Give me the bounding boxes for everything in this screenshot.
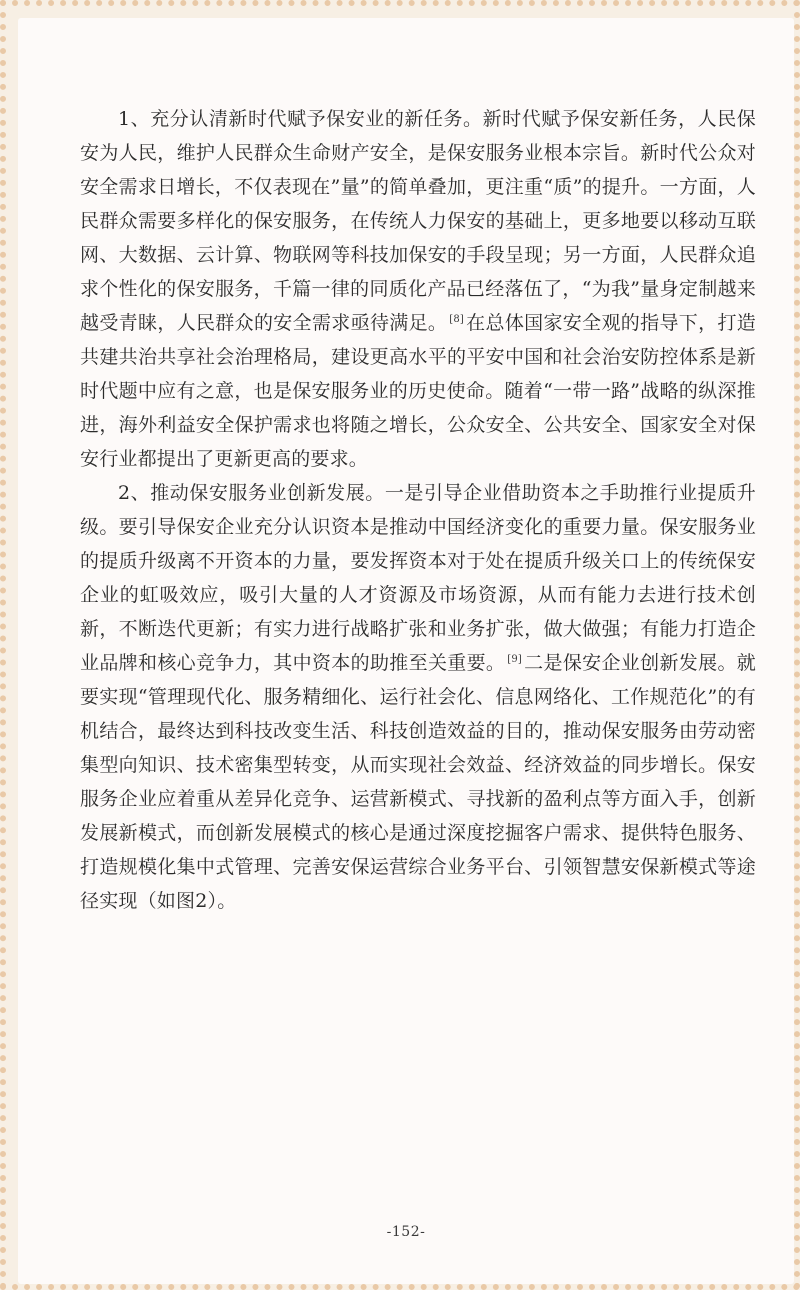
paragraph-1-text-a: 1、充分认清新时代赋予保安业的新任务。新时代赋予保安新任务，人民保安为人民，维护人民群众生命财产安全，是保安服务业根本宗旨。新时代公众对安全需求日增长，不仅表现在”量”的简单叠加，更注重“质”的提升。一方面，人民群众需要多样化的保安服务，在传统人力保安的基础上，更多地要以移动互联网、大数据、云计算、物联网等科技加保安的手段呈现；另一方面，人民群众追求个性化的保安服务，千篇一律的同质化产品已经落伍了，“为我”量身定制越来越受青睐，人民群众的安全需求亟待满足。 [80, 108, 756, 334]
paragraph-2-text-a: 2、推动保安服务业创新发展。一是引导企业借助资本之手助推行业提质升级。要引导保安企业充分认识资本是推动中国经济变化的重要力量。保安服务业的提质升级离不开资本的力量，要发挥资本对于处在提质升级关口上的传统保安企业的虹吸效应，吸引大量的人才资源及市场资源，从而有能力去进行技术创新，不断迭代更新；有实力进行战略扩张和业务扩张，做大做强；有能力打造企业品牌和核心竞争力，其中资本的助推至关重要。 [80, 482, 756, 674]
citation-8: [8] [449, 313, 465, 325]
paragraph-2-text-b: 二是保安企业创新发展。就要实现“管理现代化、服务精细化、运行社会化、信息网络化、工作规范化”的有机结合，最终达到科技改变生活、科技创造效益的目的，推动保安服务由劳动密集型向知识、技术密集型转变，从而实现社会效益、经济效益的同步增长。保安服务企业应着重从差异化竞争、运营新模式、寻找新的盈利点等方面入手，创新发展新模式，而创新发展模式的核心是通过深度挖掘客户需求、提供特色服务、打造规模化集中式管理、完善安保运营综合业务平台、引领智慧安保新模式等途径实现（如图2）。 [80, 652, 756, 912]
citation-9: [9] [507, 653, 523, 665]
paragraph-1-text-b: 在总体国家安全观的指导下，打造共建共治共享社会治理格局，建设更高水平的平安中国和社会治安防控体系是新时代题中应有之意，也是保安服务业的历史使命。随着“一带一路”战略的纵深推进，海外利益安全保护需求也将随之增长，公众安全、公共安全、国家安全对保安行业都提出了更新更高的要求。 [80, 312, 756, 470]
paragraph-1 [80, 102, 756, 476]
body-text [80, 102, 756, 918]
paragraph-2 [80, 476, 756, 918]
page-number: -152- [386, 1224, 426, 1240]
document-page [18, 18, 794, 1284]
